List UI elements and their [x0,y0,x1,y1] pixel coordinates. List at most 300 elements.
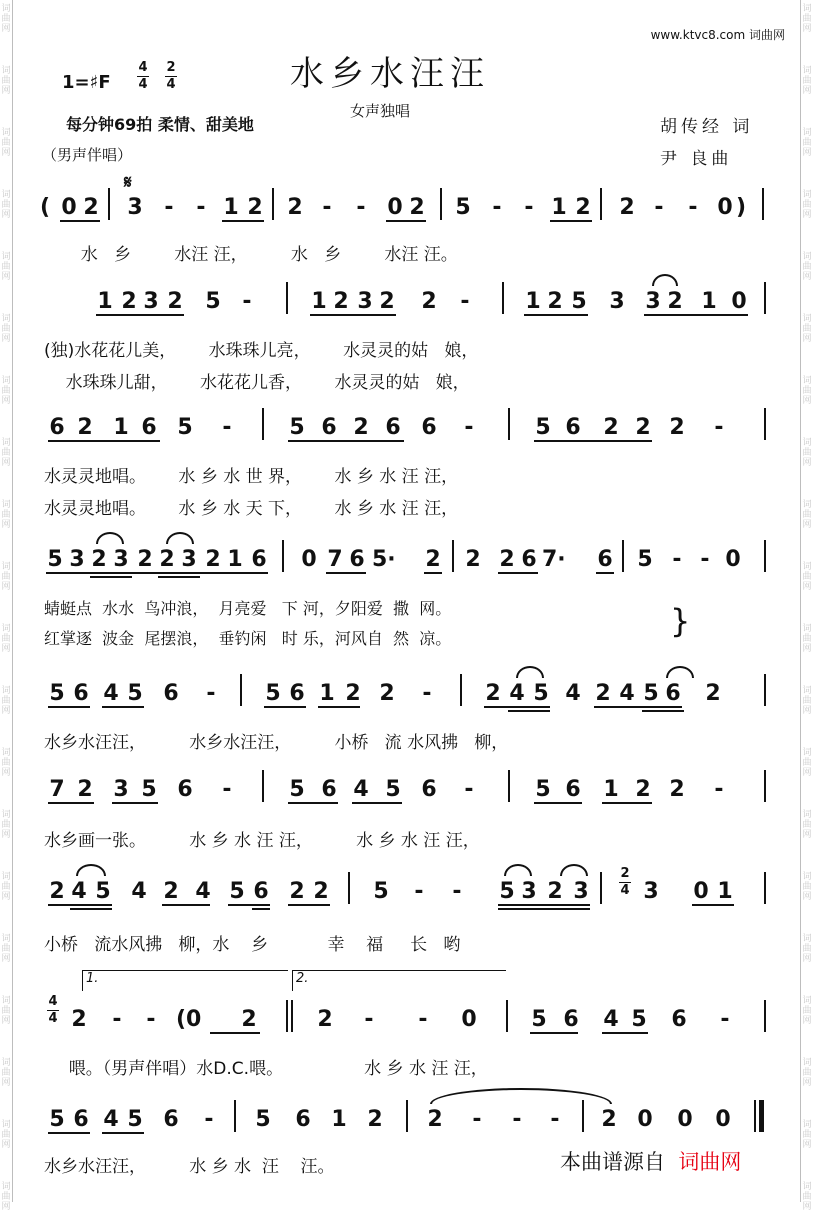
note: 0 [715,1107,731,1132]
dash: - [688,195,698,220]
beam [524,314,588,316]
time-signature-1: 4 4 [138,60,148,92]
beam [352,802,402,804]
note: 5 [643,681,659,706]
watermark-text: 词 曲 网 [802,810,812,840]
dash: - [472,1107,482,1132]
note: 2 [595,681,611,706]
note: 5 [95,879,111,904]
tie-arc [504,864,532,876]
beam [596,572,614,574]
note: 2 [313,879,329,904]
watermark-text: 词 曲 网 [802,438,812,468]
note: 2 [547,879,563,904]
note: 4 [103,1107,119,1132]
note: 2 [547,289,563,314]
note: 2 [289,879,305,904]
first-ending: 1. [82,970,288,991]
note: 6 [565,415,581,440]
beam [386,220,426,222]
note: 6 [671,1007,687,1032]
performance-type: 女声独唱 [350,102,411,120]
watermark-text: 词 曲 网 [802,314,812,344]
dash: - [464,777,474,802]
note: 6 [321,777,337,802]
watermark-text: 词 曲 网 [1,4,11,34]
dash: - [452,879,462,904]
close-paren: ) [736,195,747,220]
dash: - [414,879,424,904]
dash: - [206,681,216,706]
beam [48,802,94,804]
watermark-text: 词 曲 网 [1,500,11,530]
note: 5 [255,1107,271,1132]
note: 2 [137,547,153,572]
watermark-text: 词 曲 网 [802,624,812,654]
watermark-text: 词 曲 网 [1,562,11,592]
note: 3 [127,195,143,220]
note: 1 [311,289,327,314]
barline [764,1000,766,1032]
note: 3 [181,547,197,572]
note: 1 [717,879,733,904]
note: 5 [637,547,653,572]
beam [102,1132,144,1134]
watermark-text: 词 曲 网 [802,252,812,282]
note: 0 [461,1007,477,1032]
note: 5 [127,1107,143,1132]
barline [764,408,766,440]
barline [764,770,766,802]
dash: - [222,415,232,440]
lyric-line: 水乡水汪汪， 水乡水汪汪， 小桥 流 水风拂 柳， [44,733,509,753]
note: 6 [295,1107,311,1132]
watermark-text: 词 曲 网 [1,1058,11,1088]
barline [759,1100,764,1132]
watermark-text: 词 曲 网 [1,624,11,654]
barline [240,674,242,706]
note: 2 [601,1107,617,1132]
barline [282,540,284,572]
note: 2 [247,195,263,220]
note: 2 [635,415,651,440]
note: 6 [163,1107,179,1132]
dash: - [714,777,724,802]
dash: - [550,1107,560,1132]
open-paren: ( [40,195,51,220]
watermark-text: 词 曲 网 [1,934,11,964]
dash: - [196,195,206,220]
lyric-line: 水灵灵地唱。 水 乡 水 天 下， 水 乡 水 汪 汪， [44,499,459,519]
note: 5 [531,1007,547,1032]
lyric-line: 喂。（男声伴唱）水D.C.喂。 水 乡 水 汪 汪， [58,1059,488,1079]
watermark-text: 词 曲 网 [802,562,812,592]
dash: - [164,195,174,220]
watermark-text: 词 曲 网 [1,686,11,716]
watermark-text: 词 曲 网 [802,996,812,1026]
note: 6 [565,777,581,802]
note: 5 [177,415,193,440]
note: 7· [542,547,566,572]
note: 3 [143,289,159,314]
lyric-line: 水乡画一张。 水 乡 水 汪 汪， 水 乡 水 汪 汪， [44,831,480,851]
dash: - [460,289,470,314]
beam [210,1032,260,1034]
note: 6 [253,879,269,904]
note: 5 [205,289,221,314]
note: 3 [113,777,129,802]
dash: - [242,289,252,314]
note: 0 [693,879,709,904]
second-ending: 2. [292,970,506,991]
note: 2 [205,547,221,572]
note: 3 [609,289,625,314]
source-credit-site[interactable]: 词曲网 [678,1150,742,1174]
barline [348,872,350,904]
note: 5 [265,681,281,706]
beam [48,904,112,906]
barline [452,540,454,572]
barline [262,770,264,802]
note: 2 [367,1107,383,1132]
barline [108,188,110,220]
lyric-line: 红掌逐 波金 尾摆浪， 垂钓闲 时 乐，河风自 然 凉。 [44,629,452,648]
barline [622,540,624,572]
dash: - [146,1007,156,1032]
beam [90,576,132,578]
note: 5 [49,681,65,706]
dash: - [492,195,502,220]
dash: - [418,1007,428,1032]
note: 2 [49,879,65,904]
note: 5 [49,1107,65,1132]
note: 5 [373,879,389,904]
note: 1 [603,777,619,802]
note: 2 [345,681,361,706]
watermark-text: 词 曲 网 [802,376,812,406]
watermark-text: 词 曲 网 [1,1120,11,1150]
segno-sign: 𝄋 [124,172,132,193]
lyric-line: 水乡水汪汪， 水 乡 水 汪 汪。 [44,1157,335,1177]
watermark-text: 词 曲 网 [1,996,11,1026]
beam [508,710,550,712]
note: 0 [387,195,403,220]
note: 4 [353,777,369,802]
note: 0 [637,1107,653,1132]
dash: - [356,195,366,220]
dash: - [720,1007,730,1032]
note: 2 [409,195,425,220]
lyric-line: 水灵灵地唱。 水 乡 水 世 界， 水 乡 水 汪 汪， [44,467,459,487]
note: 6 [421,415,437,440]
watermark-text: 词 曲 网 [802,1058,812,1088]
barline [460,674,462,706]
watermark-text: 词 曲 网 [1,376,11,406]
note: 1 [227,547,243,572]
note: 5 [47,547,63,572]
note: 4 [603,1007,619,1032]
dash: - [700,547,710,572]
barline [286,282,288,314]
tie-arc [516,666,544,678]
note: 2 [575,195,591,220]
note: 6 [73,681,89,706]
dash: - [672,547,682,572]
barline [506,1000,508,1032]
note: 2 [669,415,685,440]
note: 1 [551,195,567,220]
beam [252,908,270,910]
note: 5 [141,777,157,802]
lyric-line: 蜻蜓点 水水 鸟冲浪， 月亮爱 下 河，夕阳爱 撒 网。 [44,599,452,618]
note: 2 [333,289,349,314]
note: 6 [49,415,65,440]
beam [642,710,684,712]
watermark-text: 词 曲 网 [802,934,812,964]
note: (0 [176,1007,202,1032]
barline [291,1000,293,1032]
note: 6 [421,777,437,802]
dash: - [422,681,432,706]
barline [762,188,764,220]
watermark-text: 词 曲 网 [802,66,812,96]
beam [60,220,100,222]
dash: - [464,415,474,440]
barline [764,872,766,904]
note: 2 [425,547,441,572]
note: 6 [141,415,157,440]
beam [310,314,396,316]
beam [498,572,538,574]
beam [112,802,158,804]
note: 2 [167,289,183,314]
note: 2 [667,289,683,314]
tie-arc [96,532,124,544]
watermark-text: 词 曲 网 [1,748,11,778]
note: 3 [643,879,659,904]
note: 2 [427,1107,443,1132]
barline [508,408,510,440]
beam [48,1132,90,1134]
note: 2 [379,289,395,314]
barline [272,188,274,220]
note: 6 [163,681,179,706]
lyricist-credit: 胡传经 词 [660,117,754,137]
beam [602,802,652,804]
site-url[interactable]: www.ktvc8.com 词曲网 [650,28,785,42]
dash: - [204,1107,214,1132]
watermark-text: 词 曲 网 [1,252,11,282]
beam [484,706,550,708]
beam [424,572,442,574]
left-border [12,0,13,1202]
barline [502,282,504,314]
note: 2 [485,681,501,706]
note: 2 [635,777,651,802]
note: 6 [289,681,305,706]
note: 2 [91,547,107,572]
source-credit[interactable] [560,1146,741,1176]
note: 6 [321,415,337,440]
note: 2 [77,777,93,802]
beam [96,314,184,316]
beam [46,572,268,574]
note: 1 [113,415,129,440]
barline [600,188,602,220]
beam [602,1032,648,1034]
note: 5 [127,681,143,706]
note: 2 [77,415,93,440]
lyric-line: (独)水花花儿美， 水珠珠儿亮， 水灵灵的姑 娘， [44,341,479,361]
barline [764,674,766,706]
tie-arc [666,666,694,678]
note: 6 [349,547,365,572]
barline [600,872,602,904]
note: 0 [61,195,77,220]
note: 4 [131,879,147,904]
note: 2 [71,1007,87,1032]
tie-arc [430,1088,612,1104]
note: 2 [317,1007,333,1032]
beam [530,1032,578,1034]
note: 1 [525,289,541,314]
note: 1 [331,1107,347,1132]
dash: - [512,1107,522,1132]
watermark-text: 词 曲 网 [802,4,812,34]
note: 4 [103,681,119,706]
barline [406,1100,408,1132]
note: 2 [421,289,437,314]
note: 4 [195,879,211,904]
watermark-text: 词 曲 网 [1,438,11,468]
lyric-line: 小桥 流水风拂 柳，水 乡 幸 福 长 哟 [44,935,461,955]
watermark-text: 词 曲 网 [1,66,11,96]
source-credit-prefix: 本曲谱源自 [560,1150,665,1174]
note: 5 [229,879,245,904]
beam [550,220,592,222]
note: 2 [159,547,175,572]
barline [764,282,766,314]
note: 1 [319,681,335,706]
beam [222,220,264,222]
beam [534,440,652,442]
note: 6 [563,1007,579,1032]
composer-credit: 尹 良曲 [660,149,733,169]
note: 5· [372,547,396,572]
beam [692,904,734,906]
note: 3 [357,289,373,314]
dash: - [112,1007,122,1032]
accompaniment-note: （男声伴唱） [42,146,133,164]
barline [262,408,264,440]
lyric-line: 水珠珠儿甜， 水花花儿香， 水灵灵的姑 娘， [44,373,470,393]
note: 5 [631,1007,647,1032]
barline [764,540,766,572]
dash: - [654,195,664,220]
beam [102,706,144,708]
note: 2 [669,777,685,802]
right-border [800,0,801,1202]
barline [582,1100,584,1132]
note: 5 [289,777,305,802]
watermark-text: 词 曲 网 [802,686,812,716]
note: 2 [499,547,515,572]
note: 3 [69,547,85,572]
dash: - [364,1007,374,1032]
note: 6 [251,547,267,572]
beam [498,904,590,906]
note: 1 [701,289,717,314]
note: 0 [731,289,747,314]
tie-arc [76,864,106,876]
beam [48,706,90,708]
beam [318,706,360,708]
barline [286,1000,288,1032]
tie-arc [166,532,194,544]
watermark-text: 词 曲 网 [802,1182,812,1212]
note: 6 [385,415,401,440]
tempo-marking: 每分钟69拍 柔情、甜美地 [66,115,254,134]
watermark-text: 词 曲 网 [802,872,812,902]
key-signature: 1=♯F [62,72,111,93]
note: 2 [705,681,721,706]
note: 7 [327,547,343,572]
beam [644,314,748,316]
barline [440,188,442,220]
note: 5 [499,879,515,904]
note: 6 [597,547,613,572]
watermark-text: 词 曲 网 [1,872,11,902]
note: 2 [121,289,137,314]
dash: - [714,415,724,440]
beam [162,904,210,906]
time-signature-2: 2 4 [166,60,176,92]
watermark-text: 词 曲 网 [802,190,812,220]
barline [754,1100,756,1132]
watermark-text: 词 曲 网 [802,128,812,158]
watermark-text: 词 曲 网 [1,128,11,158]
note: 4 [509,681,525,706]
note: 0 [725,547,741,572]
tie-arc [560,864,588,876]
beam [498,908,590,910]
note: 1 [223,195,239,220]
note: 5 [571,289,587,314]
beam [288,802,338,804]
dash: - [524,195,534,220]
watermark-text: 词 曲 网 [1,1182,11,1212]
note: 4 [565,681,581,706]
note: 3 [645,289,661,314]
beam [228,904,270,906]
beam [48,440,160,442]
note: 3 [521,879,537,904]
note: 5 [289,415,305,440]
note: 3 [573,879,589,904]
beam [326,572,366,574]
note: 0 [301,547,317,572]
note: 5 [535,415,551,440]
note: 0 [677,1107,693,1132]
note: 2 [163,879,179,904]
beam [288,440,404,442]
note: 2 [603,415,619,440]
beam [594,706,682,708]
note: 6 [665,681,681,706]
note: 5 [455,195,471,220]
dash: - [322,195,332,220]
watermark-text: 词 曲 网 [1,190,11,220]
